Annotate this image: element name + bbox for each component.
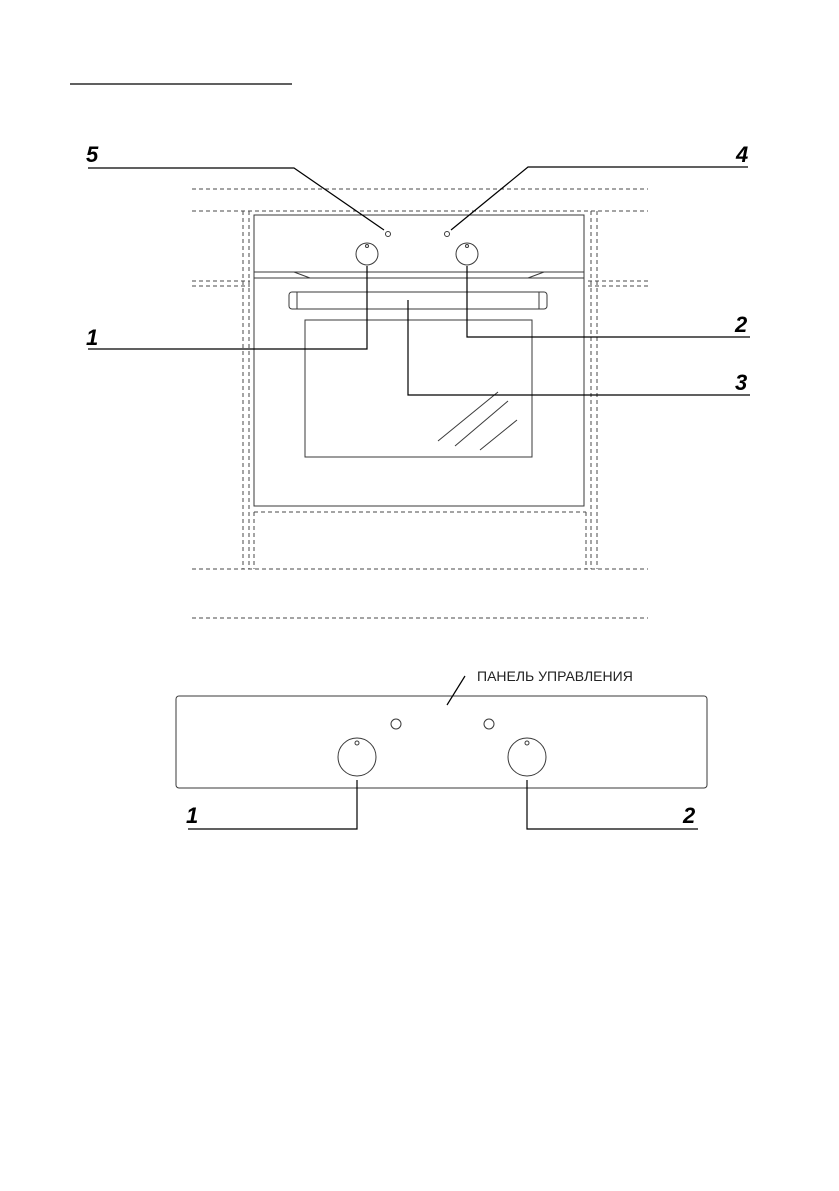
oven-body xyxy=(254,215,584,506)
panel-left-knob xyxy=(338,738,376,776)
panel-caption: ПАНЕЛЬ УПРАВЛЕНИЯ xyxy=(477,668,633,684)
panel-callout-label-1: 1 xyxy=(186,803,199,828)
oven-indicator-lamp-right xyxy=(445,232,450,237)
callout-label-1: 1 xyxy=(86,325,99,350)
cabinet-outline xyxy=(192,189,648,618)
panel-indicator-lamp-right xyxy=(484,719,494,729)
panel-callout-2-leader xyxy=(527,780,698,829)
oven-left-knob xyxy=(356,243,378,265)
callout-label-3: 3 xyxy=(735,370,748,395)
door-handle xyxy=(289,292,547,309)
callout-2-leader xyxy=(467,266,750,337)
door-glass xyxy=(305,320,532,457)
callout-4-leader xyxy=(451,167,748,230)
control-panel-detail xyxy=(176,696,707,788)
panel-caption-leader xyxy=(447,676,465,705)
oven-indicator-lamp-left xyxy=(386,232,391,237)
panel-right-knob xyxy=(508,738,546,776)
callout-label-5: 5 xyxy=(86,142,99,167)
callout-label-4: 4 xyxy=(736,142,749,167)
panel-indicator-lamp-left xyxy=(391,719,401,729)
callout-3-leader xyxy=(408,300,750,395)
panel-callout-label-2: 2 xyxy=(683,803,696,828)
callout-label-2: 2 xyxy=(735,312,748,337)
panel-callout-1-leader xyxy=(188,780,357,829)
oven-right-knob xyxy=(456,243,478,265)
callout-5-leader xyxy=(88,168,384,230)
